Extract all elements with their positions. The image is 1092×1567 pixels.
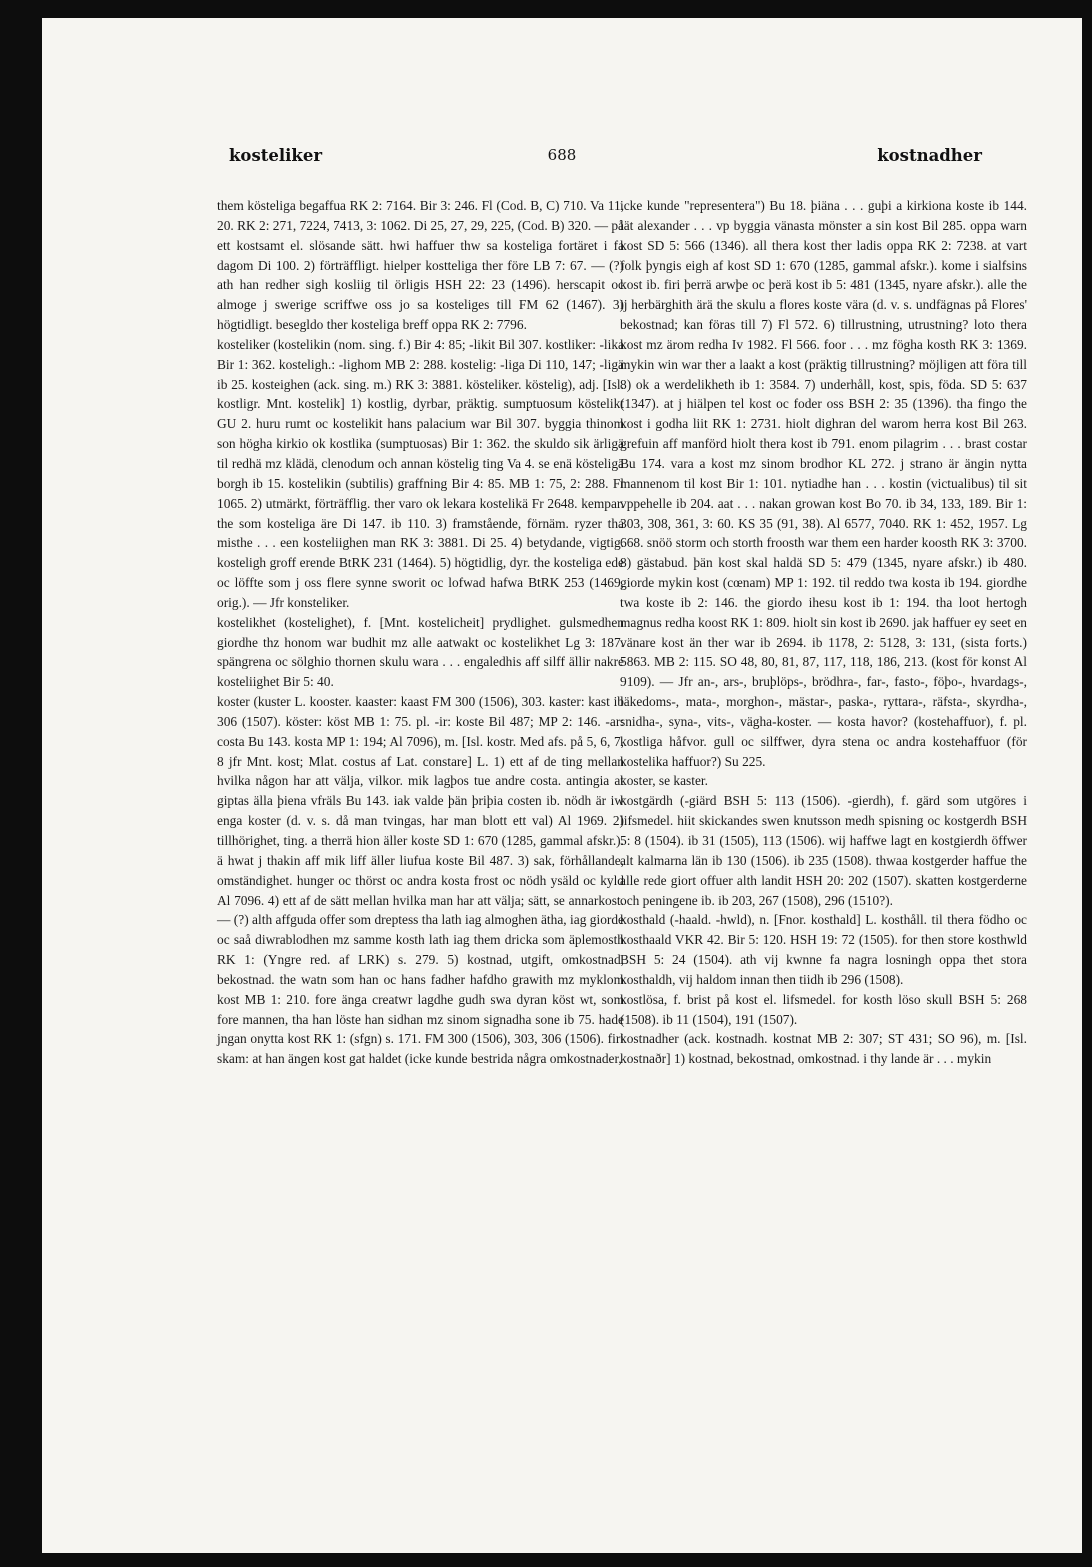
entry-koster-see: koster, se kaster. bbox=[620, 773, 708, 789]
entry-kostgardh: kostgärdh (-giärd BSH 5: 113 (1506). -gierdh), f. gärd som utgöres i lifsmedel. hiit skickandes swen knutsson medh spisning oc kostgerdh BSH 5: 8 (1504). ib 31 (1505), 113 (1506). wij haffwe lagt en kostgierdh öffwer alt kalmarna län ib 130 (1506). ib 235 (1508). thwaa kostgerder haffue the alle rede giort offuer alth landit HSH 20: 202 (1507). skatten kostgerderne och peningene ib. ib 203, 267 (1508), 296 (1510?). bbox=[620, 793, 1027, 908]
dictionary-page bbox=[42, 18, 1082, 1553]
entry-koster: koster (kuster L. kooster. kaaster: kaast FM 300 (1506), 303. kaster: kast ib 306 (1507). köster: köst MB 1: 75. pl. -ir: koste Bil 487; MP 2: 146. -ar: costa Bu 143. kosta MP 1: 194; Al 7096), m. [Isl. kostr. Med afs. på 5, 6, 7, 8 jfr Mnt. kost; Mlat. costus af Lat. constare] L. 1) ett af de ting mellan hvilka någon har att välja, vilkor. mik lagþos tue andre costa. antingia at giptas älla þiena vfräls Bu 143. iak valde þän þriþia costen ib. nödh är iw enga koster (d. v. s. då man tvingas, har man blott ett val) Al 1969. 2) tillhörighet, ting. a therrä hion äller koste SD 1: 670 (1285, gammal afskr.). ä hwat j thakin aff mik liff äller liufua koste Bil 487. 3) sak, förhållande, omständighet. hunger oc thörst oc andra kosta frost oc nödh ysäld oc kyld Al 7096. 4) ett af de sätt mellan hvilka man har att välja; sätt, se annarkost. — (?) alth affguda offer som dreptess tha lath iag almoghen ätha, iag giorde oc saå diwrablodhen mz samme kosth lath iag them dricka som äplemosth RK 1: (Yngre red. af LRK) s. 279. 5) kostnad, utgift, omkostnad, bekostnad. the watn som han oc hans fadher hafdho grawith mz myklom kost MB 1: 210. fore änga creatwr lagdhe gudh swa dyran köst wt, som fore mannen, tha han löste han sidhan mz sinom signadha sone ib 75. hade jngan onytta kost RK 1: (sfgn) s. 171. FM 300 (1506), 303, 306 (1506). firi skam: at han ängen kost gat haldet (icke kunde bestrida några omkostnader, bbox=[217, 694, 624, 1067]
page-header bbox=[42, 146, 1082, 176]
left-running-headword: kosteliker bbox=[229, 146, 323, 165]
right-running-headword: kostnadher bbox=[877, 146, 982, 165]
entry-kostlosa: kostlösa, f. brist på kost el. lifsmedel. for kosth löso skull BSH 5: 268 (1508). ib 11 (1504), 191 (1507). bbox=[620, 991, 1027, 1027]
page-number: 688 bbox=[547, 146, 577, 164]
left-column bbox=[217, 196, 624, 1069]
right-column bbox=[620, 196, 1027, 1069]
entry-paragraph: them kösteliga begaffua RK 2: 7164. Bir 3: 246. Fl (Cod. B, C) 710. Va 11, 20. RK 2: 271, 7224, 7413, 3: 1062. Di 25, 27, 29, 225, (Cod. B) 320. — på ett kostsamt el. slösande sätt. hwi haffuer thw sa kosteliga fortäret i fa dagom Di 100. 2) förträffligt. hielper kostteliga ther före LB 7: 67. — (?) ath han redher sigh kosliig til örligis HSH 22: 23 (1496). herscapit oc almoge j swerige scriffwe oss jo sa kosteliges till FM 62 (1467). 3) högtidligt. besegldo ther kosteliga breff oppa RK 2: 7796. bbox=[217, 198, 624, 333]
entry-kosteliker: kosteliker (kostelikin (nom. sing. f.) Bir 4: 85; -likit Bil 307. kostliker: -lika Bir 1: 362. kosteligh.: -lighom MB 2: 288. kostelig: -liga Di 110, 147; -ligä ib 25. kosteighen (ack. sing. m.) RK 3: 3881. kösteliker. köstelig), adj. [Isl. kostligr. Mnt. kostelik] 1) kostlig, dyrbar, präktig. sumptuosum köstelikt GU 2. huru rumt oc kostelikit hans palacium war Bil 307. byggia thinom son högha kirkio ok kostlika (sumptuosas) Bir 1: 362. the skuldo sik ärligä til redhä mz klädä, clenodum och annan köstelig ting Va 4. se enä kösteligä borgh ib 15. kostelikin (subtilis) graffning Bir 4: 85. MB 1: 75, 2: 288. Fl 1065. 2) utmärkt, förträfflig. ther varo ok lekara kostelikä Fr 2648. kempar. the som kosteliga äre Di 147. ib 110. 3) framstående, förnäm. ryzer tha misthe . . . een kosteliighen man RK 3: 3881. Di 25. 4) betydande, vigtig. kosteligh groff erende BtRK 231 (1464). 5) högtidlig, dyr. the kosteliga ede oc löffte som j oss flere synne sworit oc lofwad hafwa BtRK 253 (1469, orig.). — Jfr konsteliker. bbox=[217, 336, 624, 610]
entry-kostelikhet: kostelikhet (kostelighet), f. [Mnt. kostelicheit] prydlighet. gulsmedhen giordhe thz honom war budhit mz alle aatwakt oc kostelikhet Lg 3: 187. spängrena oc sölghio thornen skulu wara . . . engaledhis aff silff ällir nakre kosteliighet Bir 5: 40. bbox=[217, 614, 624, 690]
entry-kostnadher: kostnadher (ack. kostnadh. kostnat MB 2: 307; ST 431; SO 96), m. [Isl. kostnaðr] 1) kostnad, bekostnad, omkostnad. i thy lande är . . . mykin bbox=[620, 1031, 1027, 1067]
entry-paragraph: icke kunde "representera") Bu 18. þiäna . . . guþi a kirkiona koste ib 144. lät alexander . . . vp byggia vänasta mönster a sin kost Bil 285. oppa warn kost SD 5: 566 (1346). all thera kost ther ladis oppa RK 2: 7238. at vart folk þyngis eigh af kost SD 1: 670 (1285, gammal afskr.). kome i sialfsins kost ib. firi þerrä arwþe oc þerä kost ib 5: 481 (1345, nyare afskr.). alle the ij herbärghith ärä the skulu a flores koste vära (d. v. s. undfägnas på Flores' bekostnad; kan föras till 7) Fl 572. 6) tillrustning, utrustning? loto thera kost mz ärom redha Iv 1982. Fl 566. foor . . . mz fögha kosth RK 3: 1369. mykin win war ther a laakt a kost (präktig tillrustning? möjligen att föra till 8) ok a werdelikheth ib 1: 3584. 7) underhåll, kost, spis, föda. SD 5: 637 (1347). at j hiälpen tel kost oc foder oss BSH 2: 35 (1396). tha fingo the kost i godha liit RK 1: 2731. hiolt dighran del warom herra kost Bil 263. grefuin aff manförd hiolt thera kost ib 791. enom pilagrim . . . brast costar Bu 174. vara a kost mz sinom brodhor KL 272. j strano är ängin nytta mannenom til kost Bir 1: 101. nytiadhe han . . . kostin (victualibus) til sit vppehelle ib 204. aat . . . nakan growan kost Bo 70. ib 34, 133, 189. Bir 1: 303, 308, 361, 3: 60. KS 35 (91, 38). Al 6577, 7040. RK 1: 452, 1957. Lg 668. snöö storm och storth froosth war them een harder koosth RK 3: 3700. 8) gästabud. þän kost skal haldä SD 5: 479 (1345, nyare afskr.) ib 480. giorde mykin kost (cœnam) MP 1: 192. til reddo twa kosta ib 194. giordhe twa koste ib 2: 146. the giordo ihesu kost ib 1: 194. tha loot hertogh magnus redha koost RK 1: 809. hiolt sin kost ib 2690. jak haffuer ey seet en vänare kost än ther war ib 2694. ib 1178, 2: 5128, 3: 131, (sista forts.) 5863. MB 2: 115. SO 48, 80, 81, 87, 117, 118, 186, 213. (kost för konst Al 9109). — Jfr an-, ars-, bruþlöps-, brödhra-, far-, fasto-, föþo-, hvardags-, läkedoms-, mata-, morghon-, mästar-, paska-, ryttara-, räfsta-, skyrdha-, snidha-, syna-, vits-, vägha-koster. — kosta havor? (kostehaffuor), f. pl. kostliga håfvor. gull oc silffwer, dyra stena oc andra kostehaffuor (för kostelika haffuor?) Su 225. bbox=[620, 198, 1027, 769]
entry-kosthald: kosthald (-haald. -hwld), n. [Fnor. kosthald] L. kosthåll. til thera födho oc kosthaald VKR 42. Bir 5: 120. HSH 19: 72 (1505). for then store kosthwld BSH 5: 24 (1504). ath vij kwnne fa nagra losningh oppa thet stora kosthaldh, vij haldom innan then tiidh ib 296 (1508). bbox=[620, 912, 1027, 987]
